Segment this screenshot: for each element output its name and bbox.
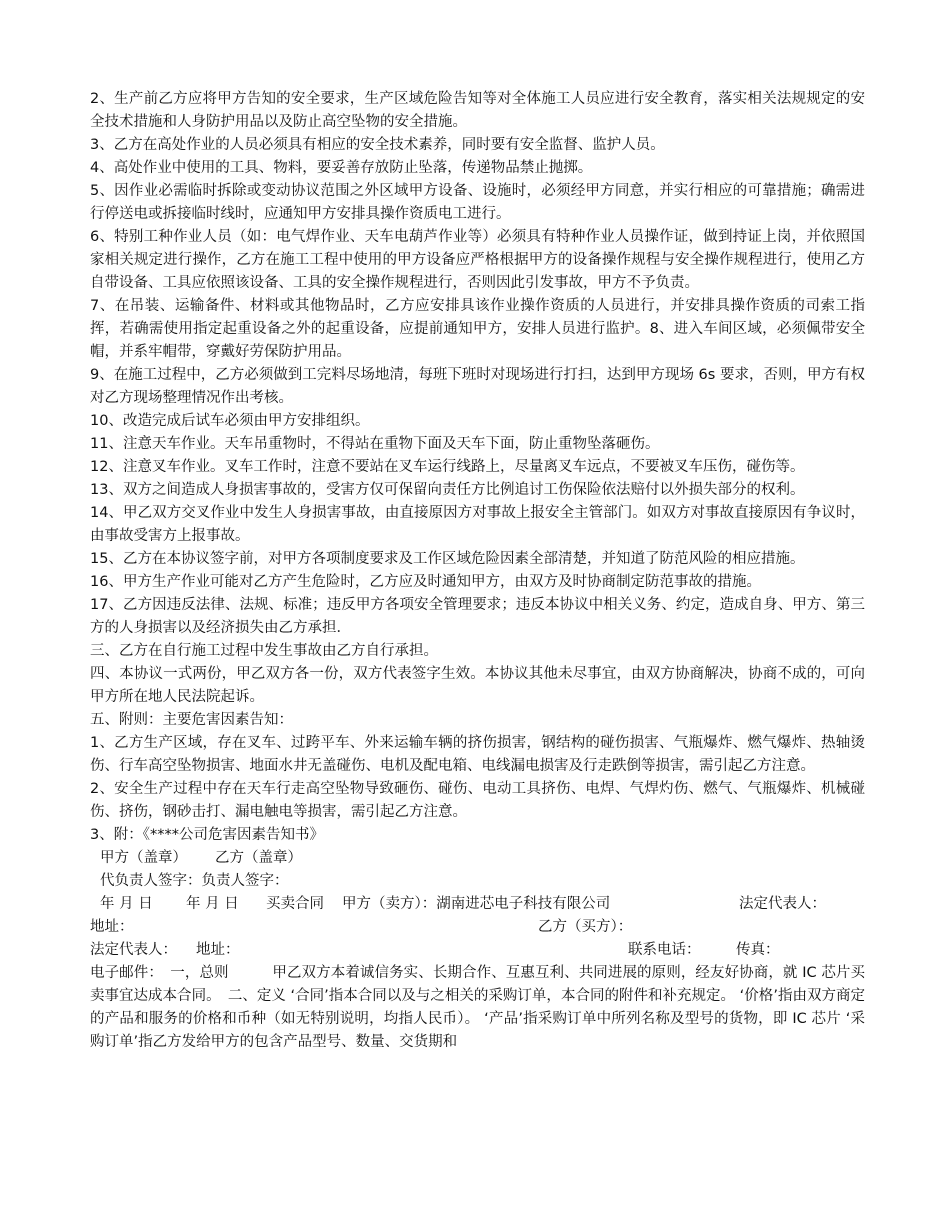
date-line: [90, 893, 865, 916]
contact-line: [90, 939, 865, 962]
hazard-item-3: 3、附：《****公司危害因素告知书》: [90, 827, 324, 843]
buyer-phone: 联系电话：: [628, 942, 701, 958]
representative-line: [90, 870, 865, 893]
document-page: [90, 88, 865, 1054]
buyer-legal-rep: 法定代表人：: [90, 942, 177, 958]
seller-legal-rep: 法定代表人：: [739, 896, 826, 912]
clause-17: 17、乙方因违反法律、法规、标准；违反甲方各项安全管理要求；违反本协议中相关义务、约定，造成自身、甲方、第三方的人身损害以及经济损失由乙方承担．: [90, 597, 865, 636]
seller-address: 地址：: [90, 919, 134, 935]
clause-12: 12、注意叉车作业。叉车工作时，注意不要站在叉车运行线路上，尽量离叉车远点，不要被叉车压伤，碰伤等。: [90, 459, 805, 475]
clause-11: 11、注意天车作业。天车吊重物时，不得站在重物下面及天车下面，防止重物坠落砸伤。: [90, 436, 660, 452]
clause-14: 14、甲乙双方交叉作业中发生人身损害事故，由直接原因方对事故上报安全主管部门。如双方对事故直接原因有争议时，由事故受害方上报事故。: [90, 505, 865, 544]
section-3: 三、乙方在自行施工过程中发生事故由乙方自行承担。: [90, 643, 438, 659]
clause-5: 5、因作业必需临时拆除或变动协议范围之外区域甲方设备、设施时，必须经甲方同意，并实行相应的可靠措施；确需进行停送电或拆接临时线时，应通知甲方安排具操作资质电工进行。: [90, 183, 865, 222]
buyer-fax: 传真：: [736, 942, 780, 958]
clause-4: 4、高处作业中使用的工具、物料，要妥善存放防止坠落，传递物品禁止抛掷。: [90, 160, 593, 176]
clause-7-8: 7、在吊装、运输备件、材料或其他物品时，乙方应安排具该作业操作资质的人员进行，并安排具操作资质的司索工指挥，若确需使用指定起重设备之外的起重设备，应提前通知甲方，安排人员进行监护。8、进入车间区域，必须佩带安全帽，并系牢帽带，穿戴好劳保防护用品。: [90, 298, 865, 360]
party-a-stamp: 甲方（盖章）: [100, 850, 187, 866]
address-line: [90, 916, 865, 939]
date-b: 年 月 日: [186, 896, 239, 912]
buyer-name: 乙方（买方）：: [538, 919, 633, 935]
clause-16: 16、甲方生产作业可能对乙方产生危险时，乙方应及时通知甲方，由双方及时协商制定防范事故的措施。: [90, 574, 761, 590]
hazard-item-1: 1、乙方生产区域，存在叉车、过跨平车、外来运输车辆的挤伤损害，钢结构的碰伤损害、气瓶爆炸、燃气爆炸、热轴烫伤、行车高空坠物损害、地面水井无盖碰伤、电机及配电箱、电线漏电损害及行走跌倒等损害，需引起乙方注意。: [90, 735, 865, 774]
section-5-heading: 五、附则：主要危害因素告知：: [90, 712, 293, 728]
clause-13: 13、双方之间造成人身损害事故的，受害方仅可保留向责任方比例追讨工伤保险依法赔付以外损失部分的权利。: [90, 482, 805, 498]
section-4: 四、本协议一式两份，甲乙双方各一份，双方代表签字生效。本协议其他未尽事宜，由双方协商解决，协商不成的，可向甲方所在地人民法院起诉。: [90, 666, 865, 705]
stamp-line: [90, 847, 865, 870]
contract-body: 电子邮件： 一，总则 甲乙双方本着诚信务实、长期合作、互惠互利、共同进展的原则，经友好协商，就 IC 芯片买卖事宜达成本合同。 二、定义 ‘合同’指本合同以及与之相关的采购订单，本合同的附件和补充规定。 ‘价格’指由双方商定的产品和服务的价格和币种（如无特别说明，均指人民币）。 ‘产品’指采购订单中所列名称及型号的货物，即 IC 芯片 ‘采购订单’指乙方发给甲方的包含产品型号、数量、交货期和: [90, 965, 865, 1050]
contract-title: 买卖合同: [266, 896, 324, 912]
clause-6: 6、特别工种作业人员（如：电气焊作业、天车电葫芦作业等）必须具有特种作业人员操作证，做到持证上岗，并依照国家相关规定进行操作，乙方在施工工程中使用的甲方设备应严格根据甲方的设备操作规程与安全操作规程进行，使用乙方自带设备、工具应依照该设备、工具的安全操作规程进行，否则因此引发事故，甲方不予负责。: [90, 229, 865, 291]
clause-3: 3、乙方在高处作业的人员必须具有相应的安全技术素养，同时要有安全监督、监护人员。: [90, 137, 665, 153]
clause-10: 10、改造完成后试车必须由甲方安排组织。: [90, 413, 370, 429]
seller-name: 甲方（卖方）：湖南进芯电子科技有限公司: [342, 896, 611, 912]
clause-2: 2、生产前乙方应将甲方告知的安全要求，生产区域危险告知等对全体施工人员应进行安全教育，落实相关法规规定的安全技术措施和人身防护用品以及防止高空坠物的安全措施。: [90, 91, 865, 130]
hazard-item-2: 2、安全生产过程中存在天车行走高空坠物导致砸伤、碰伤、电动工具挤伤、电焊、气焊灼伤、燃气、气瓶爆炸、机械碰伤、挤伤，钢砂击打、漏电触电等损害，需引起乙方注意。: [90, 781, 865, 820]
buyer-address: 地址：: [196, 942, 240, 958]
party-b-stamp: 乙方（盖章）: [215, 850, 302, 866]
representative-signature: 代负责人签字：负责人签字：: [100, 873, 289, 889]
date-a: 年 月 日: [100, 896, 153, 912]
clause-15: 15、乙方在本协议签字前，对甲方各项制度要求及工作区域危险因素全部清楚，并知道了防范风险的相应措施。: [90, 551, 805, 567]
clause-9: 9、在施工过程中，乙方必须做到工完料尽场地清，每班下班时对现场进行打扫，达到甲方现场 6s 要求，否则，甲方有权对乙方现场整理情况作出考核。: [90, 367, 865, 406]
